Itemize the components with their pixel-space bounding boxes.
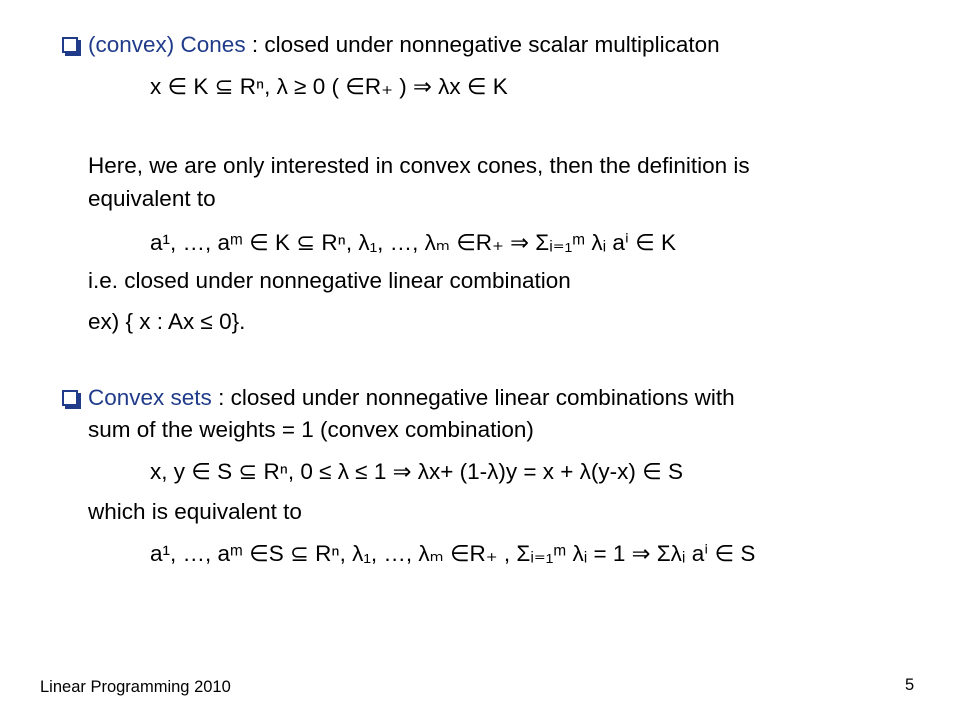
section2-which-line: which is equivalent to [88, 499, 302, 524]
section2-sum-formula: a¹, …, aᵐ ∈S ⊆ Rⁿ, λ₁, …, λₘ ∈R₊ , Σᵢ₌₁ᵐ λᵢ = 1 ⇒ Σλᵢ aⁱ ∈ S [150, 541, 756, 566]
section1-heading-term: (convex) Cones [88, 32, 246, 57]
section1-paragraph-line1: Here, we are only interested in convex cones, then the definition is [88, 153, 750, 178]
footer-page-number: 5 [905, 676, 915, 694]
section2-definition: x, y ∈ S ⊆ Rⁿ, 0 ≤ λ ≤ 1 ⇒ λx+ (1-λ)y = x + λ(y-x) ∈ S [150, 459, 684, 484]
section2-heading-rest: : closed under nonnegative linear combinations with [211, 385, 735, 410]
footer-course-title: Linear Programming 2010 [40, 678, 231, 696]
section1-paragraph-line2: equivalent to [88, 186, 216, 211]
section1-example: ex) { x : Ax ≤ 0}. [88, 309, 246, 334]
section1-definition: x ∈ K ⊆ Rⁿ, λ ≥ 0 ( ∈R₊ ) ⇒ λx ∈ K [150, 74, 508, 99]
section2-bullet-icon [62, 390, 78, 406]
section1-bullet-icon [62, 37, 78, 53]
section1-ie-line: i.e. closed under nonnegative linear combination [88, 268, 571, 293]
section1-heading [88, 31, 720, 59]
section1-heading-rest: : closed under nonnegative scalar multiplicaton [245, 32, 720, 57]
section2-heading [88, 384, 735, 412]
section2-heading-term: Convex sets [88, 385, 212, 410]
section2-heading-line2: sum of the weights = 1 (convex combination) [88, 417, 534, 442]
section1-sum-formula: a¹, …, aᵐ ∈ K ⊆ Rⁿ, λ₁, …, λₘ ∈R₊ ⇒ Σᵢ₌₁ᵐ λᵢ aⁱ ∈ K [150, 230, 677, 255]
